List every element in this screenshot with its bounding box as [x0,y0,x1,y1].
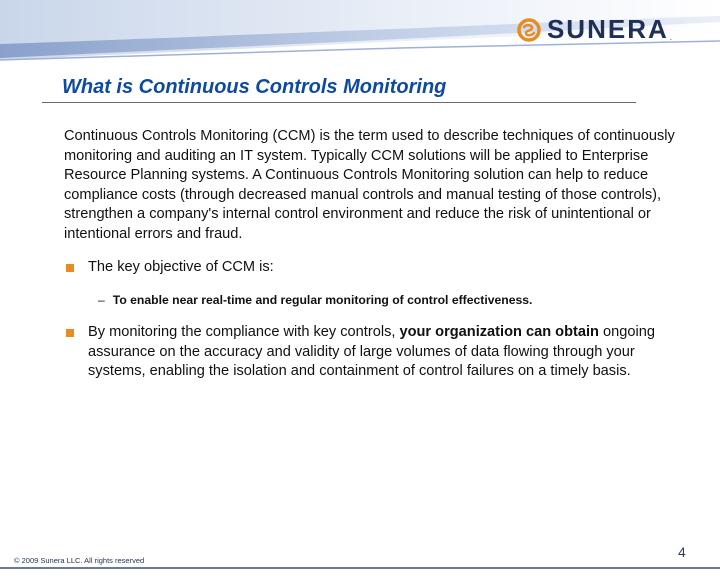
bullet2-lead: By monitoring the compliance with key controls, [88,324,396,340]
dash-icon: – [98,293,105,307]
footer-rule [0,567,720,569]
sub-bullet [98,292,532,308]
bullet2-rest: ongoing assurance on the accuracy and validity of large volumes of data flowing through your systems, enabling the isolation and containment of control failures on a timely basis. [88,324,655,380]
sunera-logo [517,14,672,45]
bullet-square-icon [66,329,74,337]
bullet2-emphasis: your organization can obtain [399,324,599,340]
logo-wordmark: SUNERA [546,14,669,44]
page-number: 4 [678,544,686,560]
intro-paragraph: Continuous Controls Monitoring (CCM) is the term used to describe techniques of continuously monitoring and auditing an IT system. Typically CCM solutions will be applied to Enterprise Resource Planning systems. A Continuous Controls Monitoring solution can help to reduce compliance costs (through decreased manual controls and manual testing of those controls), strengthen a company's internal control environment and reduce the risk of unintentional or intentional errors and fraud. [64,128,675,242]
bullet-key-objective: The key objective of CCM is: [88,259,274,275]
bullet-monitoring [88,323,694,382]
sunera-swirl-icon [517,18,541,42]
slide-body [64,127,694,245]
title-divider [42,102,636,103]
slide-title: What is Continuous Controls Monitoring [62,76,447,98]
bullet-square-icon [66,264,74,272]
copyright-footer: © 2009 Sunera LLC. All rights reserved [14,556,145,565]
logo-trademark: . [669,33,672,42]
sub-bullet-text: To enable near real-time and regular monitoring of control effectiveness. [112,293,533,307]
